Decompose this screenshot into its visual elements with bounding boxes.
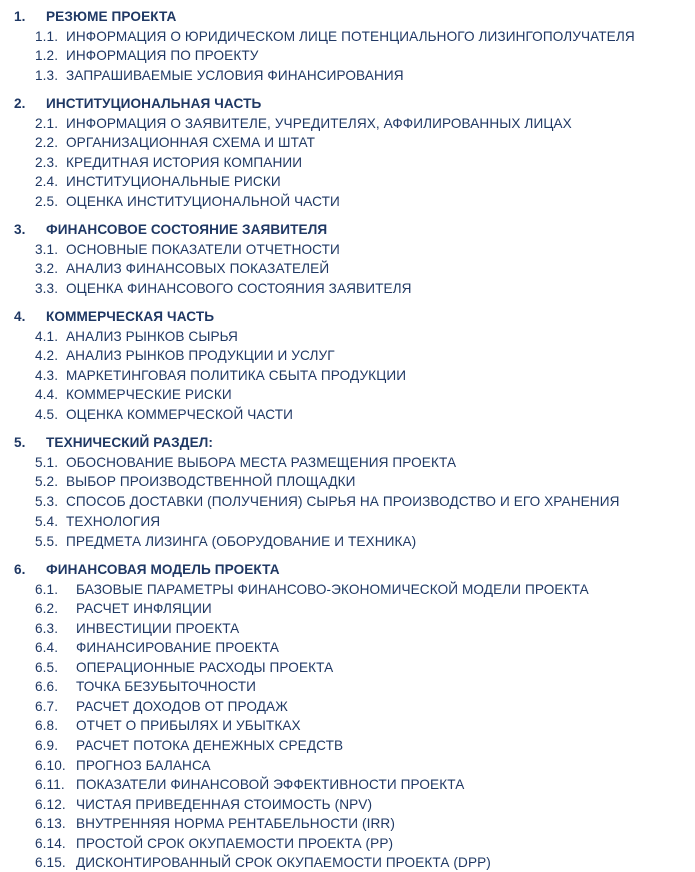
subsection-number: 5.1.: [35, 455, 59, 470]
subsection-title: ОБОСНОВАНИЕ ВЫБОРА МЕСТА РАЗМЕЩЕНИЯ ПРОЕКТА: [66, 455, 457, 470]
subsection-number: 2.2.: [35, 135, 59, 150]
subsection-number: 1.3.: [35, 68, 59, 83]
subsection-title: БАЗОВЫЕ ПАРАМЕТРЫ ФИНАНСОВО-ЭКОНОМИЧЕСКОЙ МОДЕЛИ ПРОЕКТА: [76, 582, 589, 597]
subsection-title: ЗАПРАШИВАЕМЫЕ УСЛОВИЯ ФИНАНСИРОВАНИЯ: [66, 68, 404, 83]
subsection-number: 2.4.: [35, 174, 59, 189]
subsection-title: АНАЛИЗ ФИНАНСОВЫХ ПОКАЗАТЕЛЕЙ: [66, 261, 330, 276]
subsection-title: АНАЛИЗ РЫНКОВ ПРОДУКЦИИ И УСЛУГ: [66, 348, 335, 363]
subsection-number: 4.5.: [35, 407, 59, 422]
subsection-title: МАРКЕТИНГОВАЯ ПОЛИТИКА СБЫТА ПРОДУКЦИИ: [66, 368, 407, 383]
subsection-title: КОММЕРЧЕСКИЕ РИСКИ: [66, 387, 232, 402]
subsection-title: ИНВЕСТИЦИИ ПРОЕКТА: [76, 621, 240, 636]
subsection-title: ВЫБОР ПРОИЗВОДСТВЕННОЙ ПЛОЩАДКИ: [66, 474, 356, 489]
subsection-title: ИНФОРМАЦИЯ О ЗАЯВИТЕЛЕ, УЧРЕДИТЕЛЯХ, АФФИЛИРОВАННЫХ ЛИЦАХ: [66, 116, 572, 131]
subsection-number: 2.5.: [35, 194, 59, 209]
subsection-number: 6.7.: [35, 699, 59, 714]
subsection-title: ОЦЕНКА КОММЕРЧЕСКОЙ ЧАСТИ: [66, 407, 293, 422]
subsection-number: 6.12.: [35, 797, 66, 812]
subsection-number: 6.6.: [35, 679, 59, 694]
subsection-number: 6.3.: [35, 621, 59, 636]
subsection-title: АНАЛИЗ РЫНКОВ СЫРЬЯ: [66, 329, 238, 344]
section-number: 6.: [14, 562, 26, 577]
subsection-title: ОРГАНИЗАЦИОННАЯ СХЕМА И ШТАТ: [66, 135, 316, 150]
subsection-number: 3.3.: [35, 281, 59, 296]
section-number: 5.: [14, 435, 26, 450]
subsection-number: 6.14.: [35, 836, 66, 851]
section-title: КОММЕРЧЕСКАЯ ЧАСТЬ: [46, 309, 215, 324]
subsection-number: 6.8.: [35, 718, 59, 733]
section-number: 3.: [14, 222, 26, 237]
subsection-title: ФИНАНСИРОВАНИЕ ПРОЕКТА: [76, 640, 280, 655]
subsection-number: 6.5.: [35, 660, 59, 675]
subsection-title: ПРОГНОЗ БАЛАНСА: [76, 758, 211, 773]
subsection-number: 6.15.: [35, 855, 66, 870]
section-number: 1.: [14, 9, 26, 24]
subsection-number: 5.5.: [35, 534, 59, 549]
subsection-title: ОЦЕНКА ИНСТИТУЦИОНАЛЬНОЙ ЧАСТИ: [66, 194, 340, 209]
subsection-number: 6.11.: [35, 777, 65, 792]
subsection-number: 6.4.: [35, 640, 59, 655]
subsection-number: 5.4.: [35, 514, 59, 529]
subsection-title: ОСНОВНЫЕ ПОКАЗАТЕЛИ ОТЧЕТНОСТИ: [66, 242, 340, 257]
section-title: ТЕХНИЧЕСКИЙ РАЗДЕЛ:: [46, 435, 213, 450]
subsection-number: 6.1.: [35, 582, 59, 597]
section-title: РЕЗЮМЕ ПРОЕКТА: [46, 9, 177, 24]
subsection-title: КРЕДИТНАЯ ИСТОРИЯ КОМПАНИИ: [66, 155, 303, 170]
subsection-number: 1.2.: [35, 48, 59, 63]
subsection-number: 6.13.: [35, 816, 66, 831]
section-title: ИНСТИТУЦИОНАЛЬНАЯ ЧАСТЬ: [46, 96, 262, 111]
subsection-title: ТЕХНОЛОГИЯ: [66, 514, 161, 529]
subsection-title: ПОКАЗАТЕЛИ ФИНАНСОВОЙ ЭФФЕКТИВНОСТИ ПРОЕКТА: [76, 777, 465, 792]
subsection-title: ОПЕРАЦИОННЫЕ РАСХОДЫ ПРОЕКТА: [76, 660, 334, 675]
subsection-number: 4.4.: [35, 387, 59, 402]
subsection-title: ИНФОРМАЦИЯ О ЮРИДИЧЕСКОМ ЛИЦЕ ПОТЕНЦИАЛЬНОГО ЛИЗИНГОПОЛУЧАТЕЛЯ: [66, 29, 635, 44]
subsection-title: РАСЧЕТ ДОХОДОВ ОТ ПРОДАЖ: [76, 699, 288, 714]
subsection-title: ПРЕДМЕТА ЛИЗИНГА (ОБОРУДОВАНИЕ И ТЕХНИКА): [66, 534, 417, 549]
subsection-title: РАСЧЕТ ИНФЛЯЦИИ: [76, 601, 212, 616]
subsection-number: 6.2.: [35, 601, 59, 616]
section-title: ФИНАНСОВОЕ СОСТОЯНИЕ ЗАЯВИТЕЛЯ: [46, 222, 328, 237]
subsection-title: ПРОСТОЙ СРОК ОКУПАЕМОСТИ ПРОЕКТА (PP): [76, 836, 394, 851]
section-title: ФИНАНСОВАЯ МОДЕЛЬ ПРОЕКТА: [46, 562, 280, 577]
section-number: 4.: [14, 309, 26, 324]
subsection-title: ИНСТИТУЦИОНАЛЬНЫЕ РИСКИ: [66, 174, 281, 189]
subsection-title: РАСЧЕТ ПОТОКА ДЕНЕЖНЫХ СРЕДСТВ: [76, 738, 344, 753]
subsection-number: 3.2.: [35, 261, 59, 276]
subsection-number: 4.3.: [35, 368, 59, 383]
section-number: 2.: [14, 96, 26, 111]
subsection-title: ТОЧКА БЕЗУБЫТОЧНОСТИ: [76, 679, 256, 694]
subsection-number: 1.1.: [35, 29, 59, 44]
subsection-title: СПОСОБ ДОСТАВКИ (ПОЛУЧЕНИЯ) СЫРЬЯ НА ПРОИЗВОДСТВО И ЕГО ХРАНЕНИЯ: [66, 494, 620, 509]
subsection-title: ЧИСТАЯ ПРИВЕДЕННАЯ СТОИМОСТЬ (NPV): [76, 797, 373, 812]
subsection-title: ДИСКОНТИРОВАННЫЙ СРОК ОКУПАЕМОСТИ ПРОЕКТА (DPP): [76, 855, 491, 870]
subsection-number: 4.1.: [35, 329, 59, 344]
subsection-title: ИНФОРМАЦИЯ ПО ПРОЕКТУ: [66, 48, 259, 63]
subsection-title: ВНУТРЕННЯЯ НОРМА РЕНТАБЕЛЬНОСТИ (IRR): [76, 816, 395, 831]
subsection-title: ОЦЕНКА ФИНАНСОВОГО СОСТОЯНИЯ ЗАЯВИТЕЛЯ: [66, 281, 412, 296]
subsection-number: 6.10.: [35, 758, 66, 773]
subsection-number: 5.3.: [35, 494, 59, 509]
subsection-number: 6.9.: [35, 738, 59, 753]
subsection-title: ОТЧЕТ О ПРИБЫЛЯХ И УБЫТКАХ: [76, 718, 301, 733]
subsection-number: 2.3.: [35, 155, 59, 170]
subsection-number: 4.2.: [35, 348, 59, 363]
subsection-number: 5.2.: [35, 474, 59, 489]
subsection-number: 3.1.: [35, 242, 59, 257]
subsection-number: 2.1.: [35, 116, 59, 131]
